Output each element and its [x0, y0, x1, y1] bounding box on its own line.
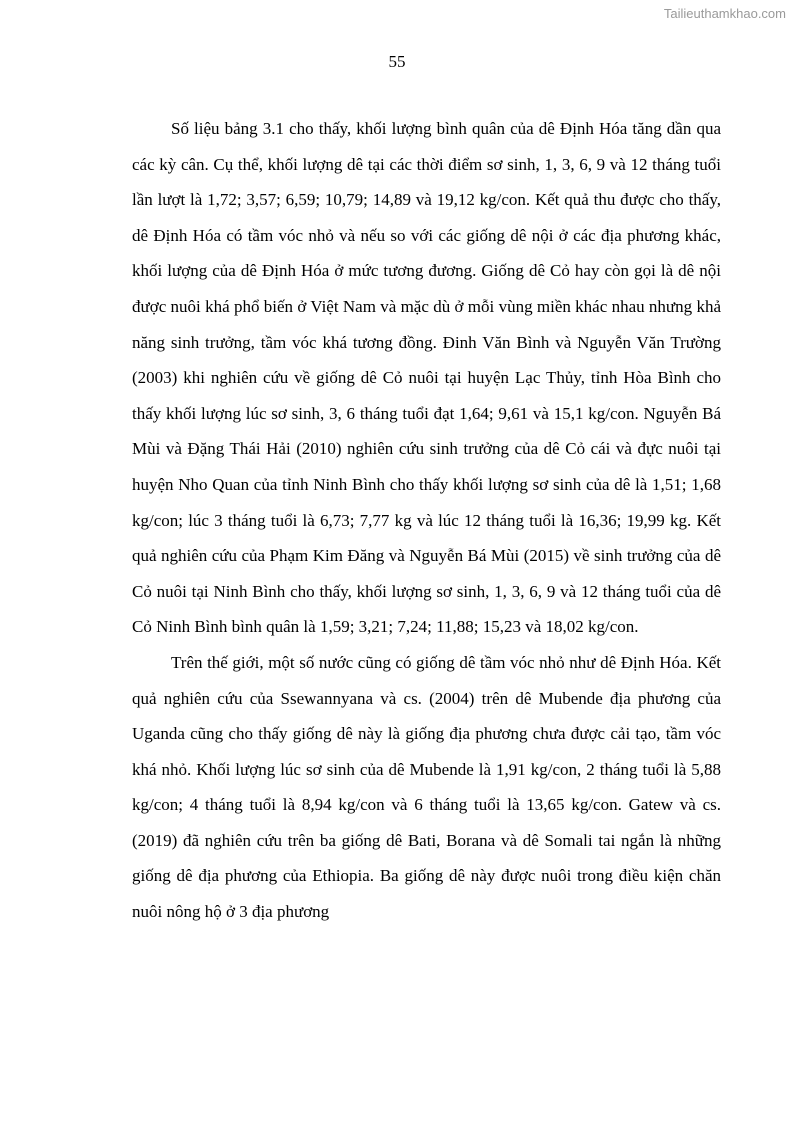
- body-text: [132, 111, 721, 930]
- paragraph: Số liệu bảng 3.1 cho thấy, khối lượng bình quân của dê Định Hóa tăng dần qua các kỳ cân. Cụ thể, khối lượng dê tại các thời điểm sơ sinh, 1, 3, 6, 9 và 12 tháng tuổi lần lượt là 1,72; 3,57; 6,59; 10,79; 14,89 và 19,12 kg/con. Kết quả thu được cho thấy, dê Định Hóa có tầm vóc nhỏ và nếu so với các giống dê nội ở các địa phương khác, khối lượng của dê Định Hóa ở mức tương đương. Giống dê Cỏ hay còn gọi là dê nội được nuôi khá phổ biến ở Việt Nam và mặc dù ở mỗi vùng miền khác nhau nhưng khả năng sinh trưởng, tầm vóc khá tương đồng. Đinh Văn Bình và Nguyễn Văn Trường (2003) khi nghiên cứu về giống dê Cỏ nuôi tại huyện Lạc Thủy, tỉnh Hòa Bình cho thấy khối lượng lúc sơ sinh, 3, 6 tháng tuổi đạt 1,64; 9,61 và 15,1 kg/con. Nguyễn Bá Mùi và Đặng Thái Hải (2010) nghiên cứu sinh trưởng của dê Cỏ cái và đực nuôi tại huyện Nho Quan của tỉnh Ninh Bình cho thấy khối lượng sơ sinh của dê là 1,51; 1,68 kg/con; lúc 3 tháng tuổi là 6,73; 7,77 kg và lúc 12 tháng tuổi là 16,36; 19,99 kg. Kết quả nghiên cứu của Phạm Kim Đăng và Nguyễn Bá Mùi (2015) về sinh trưởng của dê Cỏ nuôi tại Ninh Bình cho thấy, khối lượng sơ sinh, 1, 3, 6, 9 và 12 tháng tuổi của dê Cỏ Ninh Bình bình quân là 1,59; 3,21; 7,24; 11,88; 15,23 và 18,02 kg/con.: [132, 119, 721, 637]
- watermark: Tailieuthamkhao.com: [663, 6, 786, 21]
- page-number: 55: [388, 52, 406, 71]
- paragraph: Trên thế giới, một số nước cũng có giống dê tầm vóc nhỏ như dê Định Hóa. Kết quả nghiên cứu của Ssewannyana và cs. (2004) trên dê Mubende địa phương của Uganda cũng cho thấy giống dê này là giống địa phương chưa được cải tạo, tầm vóc khá nhỏ. Khối lượng lúc sơ sinh của dê Mubende là 1,91 kg/con, 2 tháng tuổi là 5,88 kg/con; 4 tháng tuổi là 8,94 kg/con và 6 tháng tuổi là 13,65 kg/con. Gatew và cs. (2019) đã nghiên cứu trên ba giống dê Bati, Borana và dê Somali tai ngắn là những giống dê địa phương của Ethiopia. Ba giống dê này được nuôi trong điều kiện chăn nuôi nông hộ ở 3 địa phương: [132, 652, 721, 922]
